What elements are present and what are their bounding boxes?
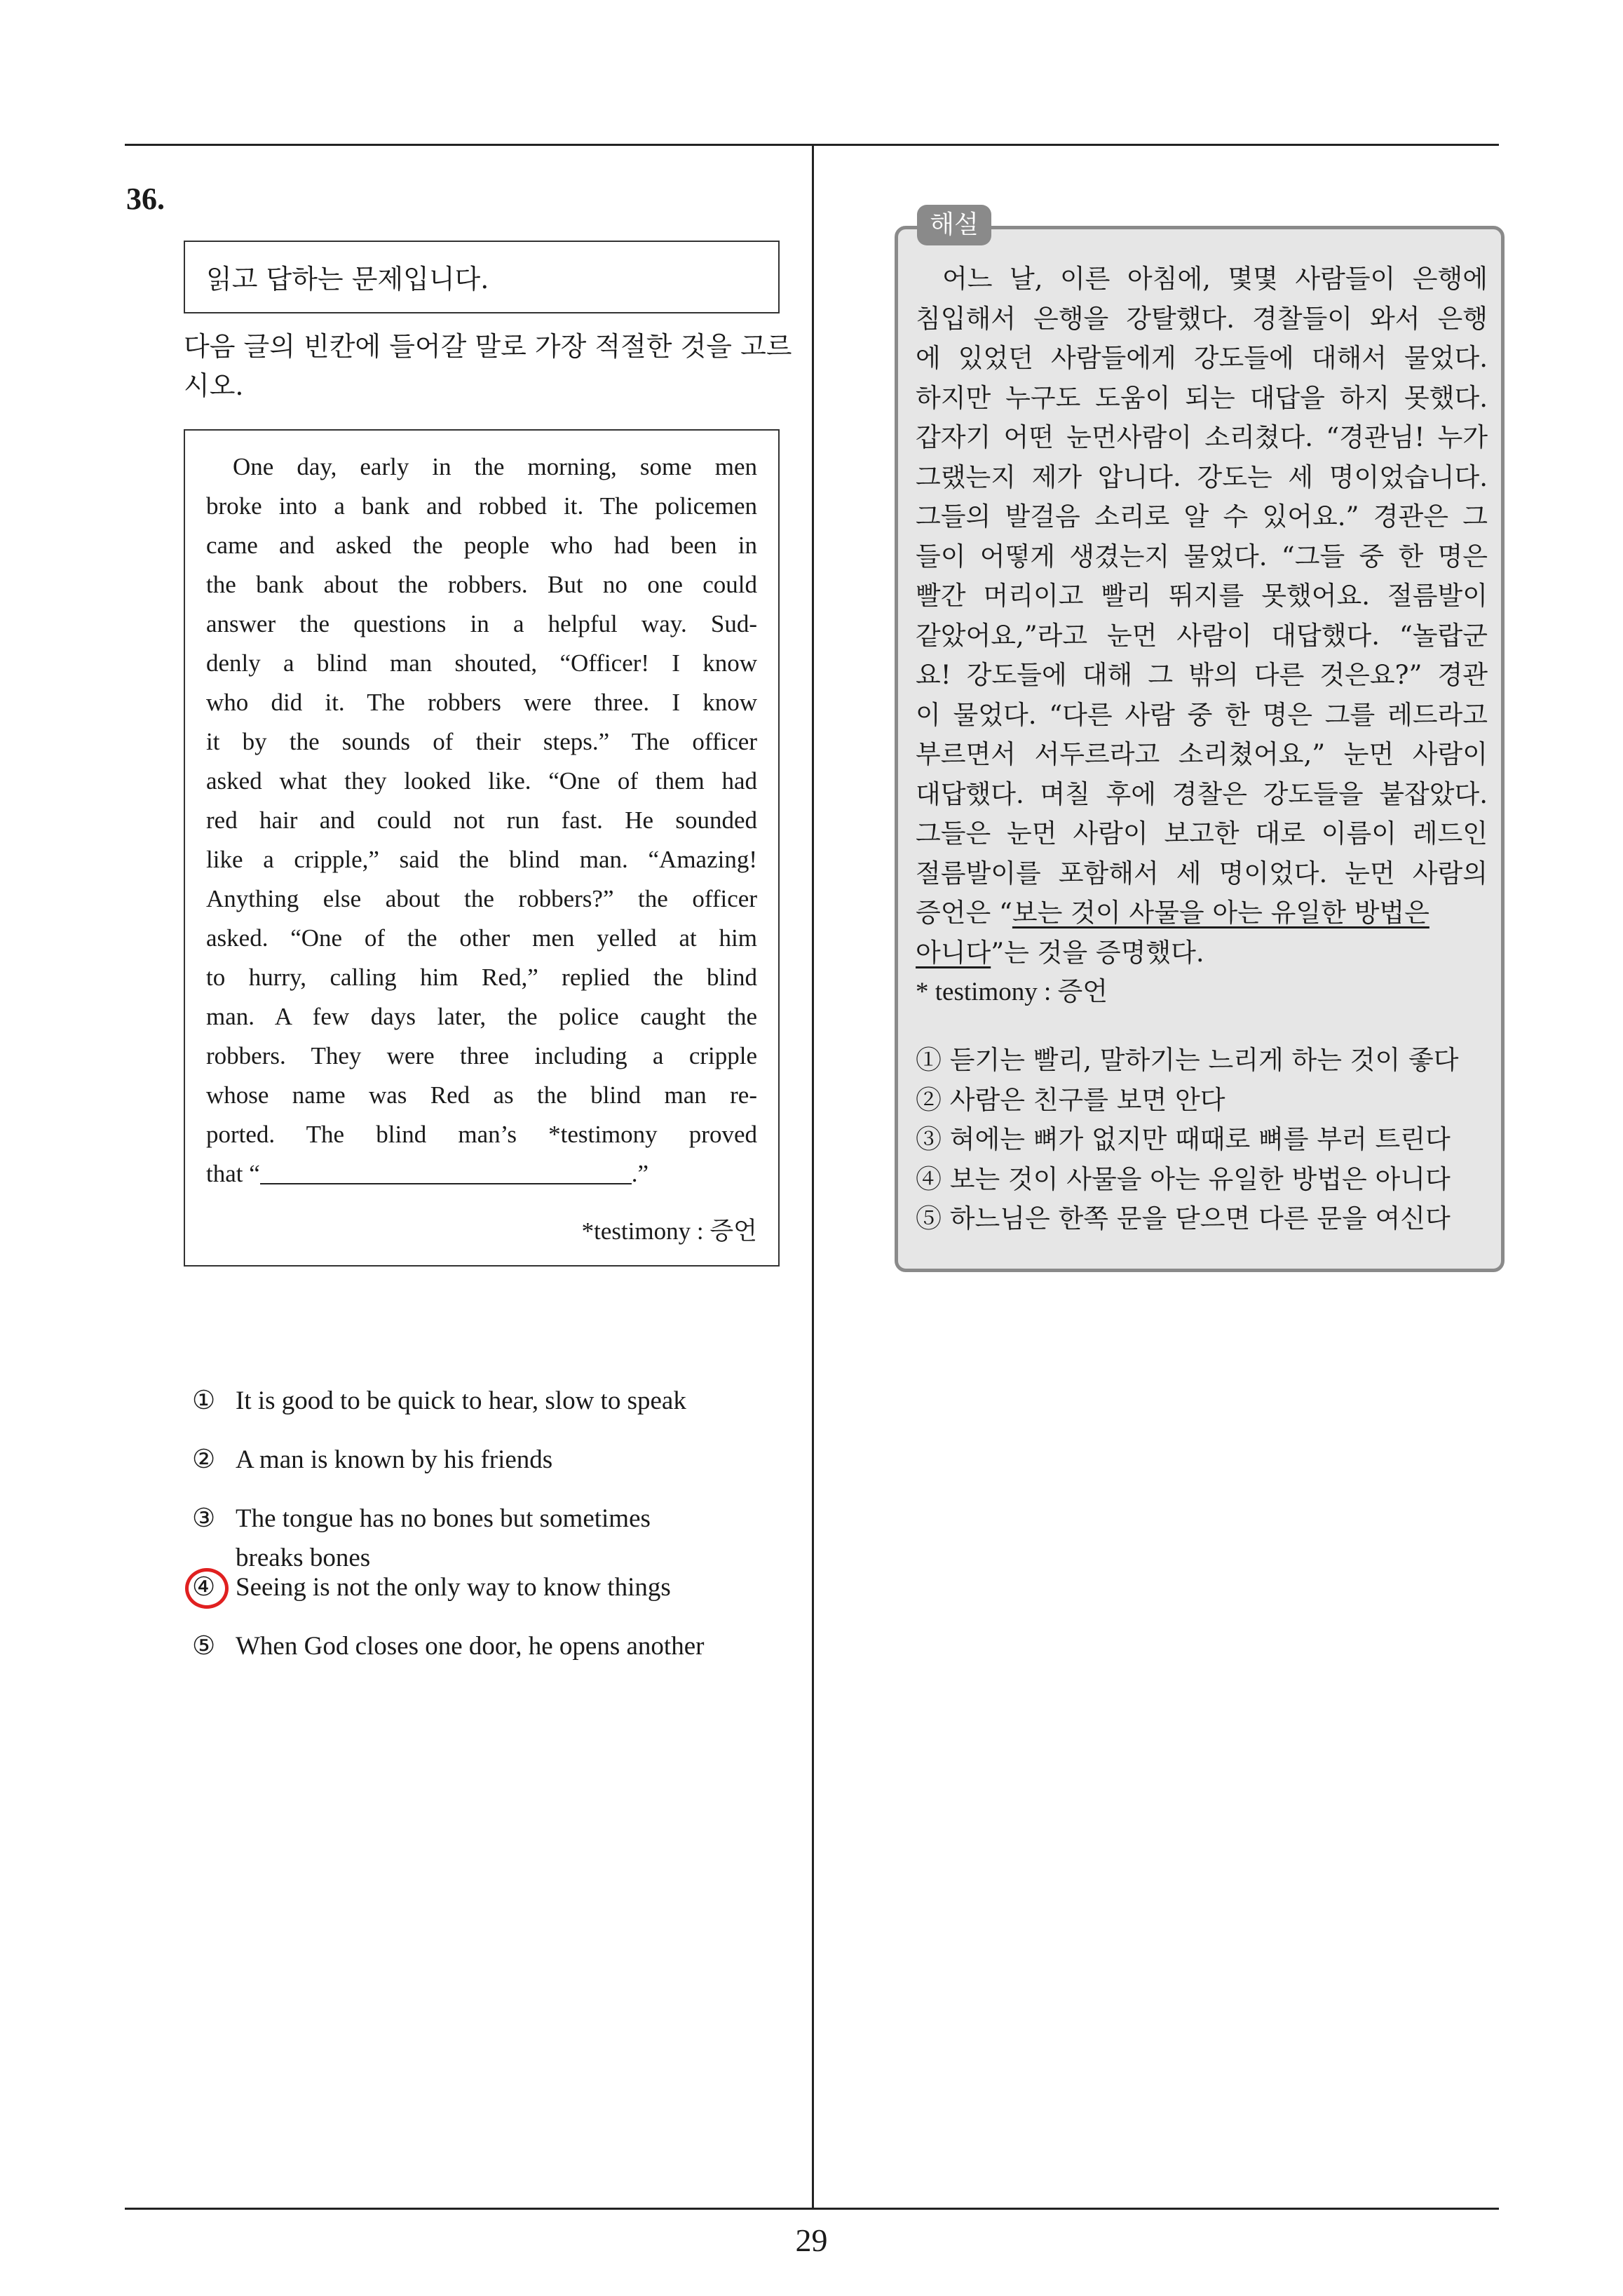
explanation-footnote: * testimony : 증언 xyxy=(916,978,1108,1006)
question-prompt: 다음 글의 빈칸에 들어갈 말로 가장 적절한 것을 고르시오. xyxy=(184,331,792,401)
explanation-line: 절름발이를 포함해서 세 명이었다. 눈먼 사람의 xyxy=(916,858,1488,889)
passage-line: came and asked the people who had been in xyxy=(206,532,757,559)
passage xyxy=(206,447,757,1194)
answer-mark-circle xyxy=(185,1568,229,1609)
choice-1[interactable] xyxy=(192,1382,686,1421)
instruction-box xyxy=(184,241,780,313)
choice-text-continued: breaks bones xyxy=(236,1544,371,1572)
passage-line: the bank about the robbers. But no one could xyxy=(206,571,757,598)
choice-text: It is good to be quick to hear, slow to speak xyxy=(236,1386,686,1415)
choice-number: ① xyxy=(192,1386,216,1415)
choice-text: A man is known by his friends xyxy=(236,1445,553,1474)
passage-line: asked. “One of the other men yelled at him xyxy=(206,924,757,952)
passage-box xyxy=(184,429,780,1267)
explanation-line: 그랬는지 제가 압니다. 강도는 세 명이었습니다. xyxy=(916,461,1488,492)
explanation-choice: ① 듣기는 빨리, 말하기는 느리게 하는 것이 좋다 xyxy=(916,1045,1459,1075)
explanation-line xyxy=(916,893,1488,933)
passage-last-suffix: .” xyxy=(631,1160,649,1187)
choice-number: ② xyxy=(192,1445,216,1474)
passage-line: who did it. The robbers were three. I know xyxy=(206,689,757,716)
explanation-line: 이 물었다. “다른 사람 중 한 명은 그를 레드라고 xyxy=(916,699,1488,730)
passage-last-prefix: that “ xyxy=(206,1160,260,1187)
passage-line: Anything else about the robbers?” the officer xyxy=(206,885,757,912)
passage-line: it by the sounds of their steps.” The officer xyxy=(206,728,757,755)
bottom-rule xyxy=(125,2208,1499,2210)
instruction-text: 읽고 답하는 문제입니다. xyxy=(206,264,489,295)
passage-line: broke into a bank and robbed it. The policemen xyxy=(206,492,757,520)
passage-line: to hurry, calling him Red,” replied the blind xyxy=(206,964,757,991)
passage-line: asked what they looked like. “One of them had xyxy=(206,767,757,795)
explanation-line: 하지만 누구도 도움이 되는 대답을 하지 못했다. xyxy=(916,382,1488,413)
passage-line: red hair and could not run fast. He sounded xyxy=(206,806,757,834)
choice-number: ⑤ xyxy=(192,1632,216,1661)
passage-last-line xyxy=(206,1154,757,1194)
explanation-choices xyxy=(916,1041,1488,1239)
underlined-answer-continued: 아니다 xyxy=(916,937,991,968)
passage-line: One day, early in the morning, some men xyxy=(233,453,757,480)
explanation-line: 침입해서 은행을 강탈했다. 경찰들이 와서 은행 xyxy=(916,303,1488,334)
choice-text: Seeing is not the only way to know things xyxy=(236,1573,671,1602)
choice-2[interactable] xyxy=(192,1440,552,1480)
explanation-tab: 해설 xyxy=(917,205,991,245)
passage-line: denly a blind man shouted, “Officer! I know xyxy=(206,649,757,677)
explanation-line: 들이 어떻게 생겼는지 물었다. “그들 중 한 명은 xyxy=(916,541,1488,572)
choice-5[interactable] xyxy=(192,1627,704,1666)
passage-line: like a cripple,” said the blind man. “Amazing! xyxy=(206,846,757,873)
choice-number: ④ xyxy=(192,1573,216,1602)
explanation-line: 에 있었던 사람들에게 강도들에 대해서 물었다. xyxy=(916,343,1488,373)
choice-text-block xyxy=(236,1499,651,1578)
explanation-line-prefix: 증언은 “ xyxy=(916,898,1012,928)
page-number: 29 xyxy=(795,2222,828,2258)
explanation-line: 부르면서 서두르라고 소리쳤어요,” 눈먼 사람이 xyxy=(916,739,1488,769)
question-number: 36. xyxy=(126,182,165,216)
passage-footnote: *testimony : 증언 xyxy=(581,1217,757,1245)
explanation-line: 요! 강도들에 대해 그 밖의 다른 것은요?” 경관 xyxy=(916,660,1488,690)
explanation-line: 빨간 머리이고 빨리 뛰지를 못했어요. 절름발이 xyxy=(916,581,1488,611)
column-divider xyxy=(812,144,814,2209)
passage-line: answer the questions in a helpful way. Sud- xyxy=(206,610,757,637)
passage-line: robbers. They were three including a cripple xyxy=(206,1042,757,1069)
explanation-line: 같았어요,”라고 눈먼 사람이 대답했다. “놀랍군 xyxy=(916,620,1488,651)
explanation-choice: ③ 혀에는 뼈가 없지만 때때로 뼈를 부러 트린다 xyxy=(916,1124,1451,1154)
passage-line: man. A few days later, the police caught the xyxy=(206,1003,757,1030)
choice-4[interactable] xyxy=(192,1568,671,1607)
choice-3[interactable] xyxy=(192,1499,651,1578)
answer-blank xyxy=(260,1156,632,1184)
passage-line: ported. The blind man’s *testimony proved xyxy=(206,1121,757,1148)
choice-text: The tongue has no bones but sometimes xyxy=(236,1504,651,1533)
choice-text: When God closes one door, he opens another xyxy=(236,1632,705,1661)
explanation-choice: ② 사람은 친구를 보면 안다 xyxy=(916,1084,1225,1115)
explanation-body xyxy=(916,259,1488,1013)
explanation-choice: ④ 보는 것이 사물을 아는 유일한 방법은 아니다 xyxy=(916,1163,1451,1194)
explanation-choice: ⑤ 하느님은 한쪽 문을 닫으면 다른 문을 여신다 xyxy=(916,1203,1451,1234)
passage-line: whose name was Red as the blind man re- xyxy=(206,1081,757,1109)
explanation-line: 대답했다. 며칠 후에 경찰은 강도들을 붙잡았다. xyxy=(916,778,1488,809)
explanation-line: 갑자기 어떤 눈먼사람이 소리쳤다. “경관님! 누가 xyxy=(916,422,1488,452)
explanation-line-suffix: ”는 것을 증명했다. xyxy=(991,937,1204,968)
explanation-line: 어느 날, 이른 아침에, 몇몇 사람들이 은행에 xyxy=(942,264,1488,294)
explanation-line: 그들은 눈먼 사람이 보고한 대로 이름이 레드인 xyxy=(916,818,1488,849)
choice-number: ③ xyxy=(192,1504,216,1533)
explanation-line xyxy=(916,933,1488,973)
explanation-line: 그들의 발걸음 소리로 알 수 있어요.” 경관은 그 xyxy=(916,501,1488,532)
underlined-answer: 보는 것이 사물을 아는 유일한 방법은 xyxy=(1012,898,1430,928)
